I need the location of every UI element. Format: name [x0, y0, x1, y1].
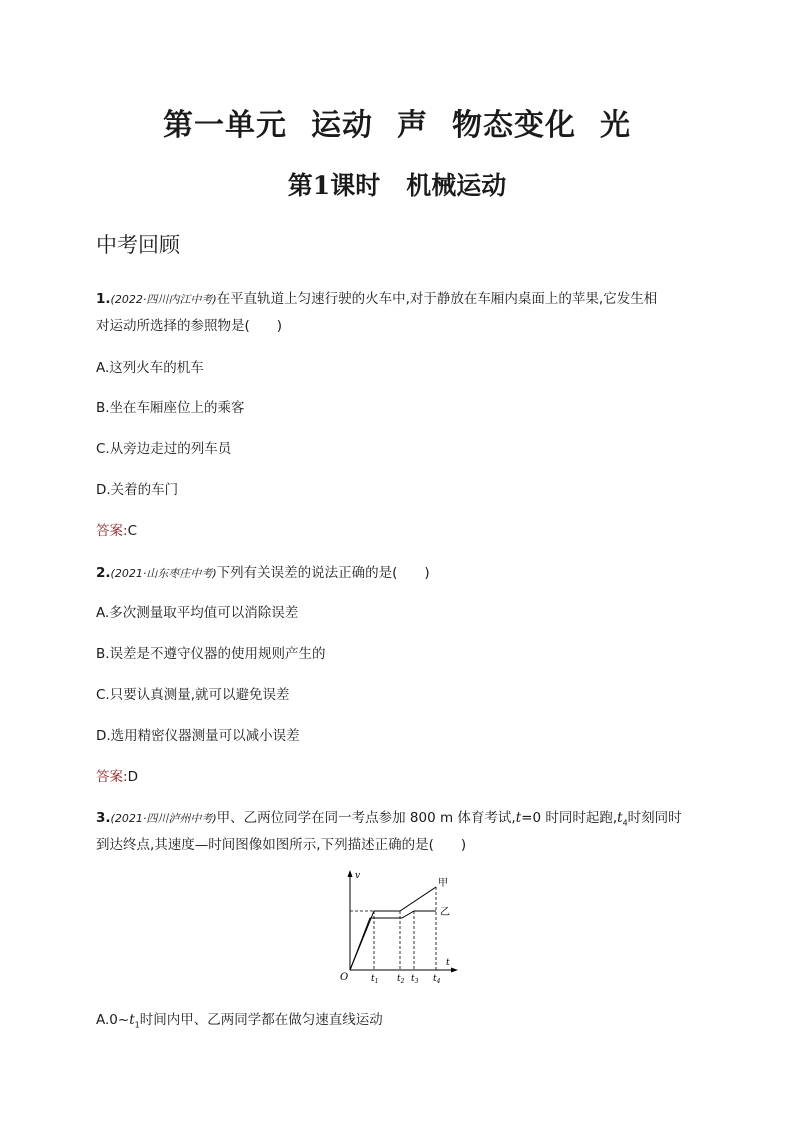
question-2-option-a: A.多次测量取平均值可以消除误差: [96, 605, 299, 621]
y-axis-label: v: [355, 871, 361, 881]
unit-title-part: 物态变化: [452, 108, 576, 143]
question-number: 2: [96, 565, 106, 581]
time-symbol: t: [129, 1012, 135, 1028]
unit-title-part: 运动: [311, 108, 373, 143]
tick-t4: $t_4$: [433, 974, 441, 985]
lesson-prefix: 第: [287, 171, 313, 200]
velocity-time-graph: [330, 868, 470, 988]
tick-t1: $t_1$: [371, 974, 379, 985]
answer-value: D: [127, 769, 138, 785]
question-2-answer: [96, 765, 138, 785]
section-title: 中考回顾: [96, 233, 180, 257]
question-3-stem: 3.(2021·四川泸州中考)甲、乙两位同学在同一考点参加 800 m 体育考试,t=0 时同时起跑$,t_4$时刻同时: [96, 810, 682, 828]
series-yi-label: 乙: [440, 907, 450, 918]
origin-label: O: [340, 972, 349, 983]
question-1-stem-cont: 对运动所选择的参照物是( ): [96, 318, 283, 334]
time-symbol: t: [515, 810, 522, 826]
graph-svg: [330, 868, 470, 988]
question-1-option-b: B.坐在车厢座位上的乘客: [96, 400, 245, 416]
unit-title-part: 光: [600, 108, 631, 143]
unit-title-part: 声: [397, 108, 428, 143]
question-text: 在平直轨道上匀速行驶的火车中,对于静放在车厢内桌面上的苹果,它发生相: [216, 291, 658, 307]
option-text: A.0~: [96, 1012, 130, 1028]
series-yi-line: [350, 911, 436, 970]
unit-title-part: 第一单元: [163, 108, 287, 143]
question-1-option-d: D.关着的车门: [96, 482, 179, 498]
question-source: (2021·山东枣庄中考): [110, 567, 217, 580]
lesson-number: 1: [312, 171, 331, 200]
lesson-suffix: 课时: [330, 171, 381, 200]
question-3-stem-cont: 到达终点,其速度—时间图像如图所示,下列描述正确的是( ): [96, 837, 467, 853]
question-2-stem: 2.(2021·山东枣庄中考)下列有关误差的说法正确的是( ): [96, 565, 430, 581]
series-jia-label: 甲: [438, 878, 448, 889]
lesson-title: [0, 166, 794, 202]
y-axis-arrow: [348, 870, 353, 877]
question-text: 时刻同时: [627, 810, 682, 826]
option-text: 时间内甲、乙两同学都在做匀速直线运动: [139, 1012, 383, 1028]
answer-label: 答案:: [96, 523, 128, 539]
answer-value: C: [127, 523, 137, 539]
tick-t2: $t_2$: [397, 974, 405, 985]
time-subscript: 4: [622, 818, 628, 828]
question-1-stem: 1.(2022·四川内江中考)在平直轨道上匀速行驶的火车中,对于静放在车厢内桌面上的苹果,它发生相: [96, 291, 658, 307]
x-axis-label: t: [446, 958, 450, 968]
question-2-option-b: B.误差是不遵守仪器的使用规则产生的: [96, 646, 326, 662]
question-number: 3: [96, 810, 106, 826]
question-2-option-d: D.选用精密仪器测量可以减小误差: [96, 728, 300, 744]
question-source: (2021·四川泸州中考): [110, 812, 217, 825]
unit-title: [0, 100, 794, 144]
question-2-option-c: C.只要认真测量,就可以避免误差: [96, 687, 290, 703]
lesson-name: 机械运动: [406, 171, 507, 200]
series-jia-line: [350, 887, 436, 970]
question-1-option-c: C.从旁边走过的列车员: [96, 441, 232, 457]
question-1-answer: [96, 519, 137, 539]
tick-t3: $t_3$: [411, 974, 419, 985]
x-axis-arrow: [451, 968, 458, 973]
question-1-option-a: A.这列火车的机车: [96, 360, 204, 376]
question-text: =0 时同时起跑,: [521, 810, 618, 826]
question-source: (2022·四川内江中考): [110, 293, 217, 306]
time-symbol: t: [617, 810, 623, 826]
question-3-option-a: [96, 1008, 383, 1030]
question-text: 下列有关误差的说法正确的是( ): [216, 565, 430, 581]
question-number: 1: [96, 291, 106, 307]
time-subscript: 1: [134, 1020, 140, 1030]
answer-label: 答案:: [96, 769, 128, 785]
question-text: 甲、乙两位同学在同一考点参加 800 m 体育考试,: [216, 810, 516, 826]
